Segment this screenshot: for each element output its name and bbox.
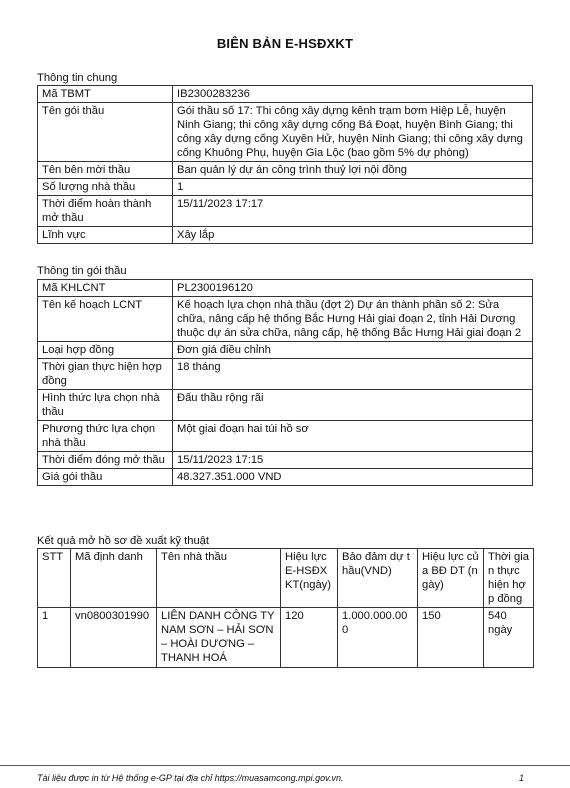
field-label: Giá gói thầu xyxy=(38,469,173,486)
field-value: Đấu thầu rộng rãi xyxy=(173,390,533,421)
header-bid-security: Bảo đảm dự thầu(VND) xyxy=(338,549,418,608)
table-row xyxy=(38,86,533,103)
table-row xyxy=(38,297,533,342)
field-value: 48.327.351.000 VND xyxy=(173,469,533,486)
table-row xyxy=(38,608,534,668)
cell-bidder-name: LIÊN DANH CÔNG TY NAM SƠN – HẢI SƠN – HOÀI DƯƠNG – THANH HOÁ xyxy=(157,608,281,668)
field-label: Số lượng nhà thầu xyxy=(38,179,173,196)
package-info-label: Thông tin gói thầu xyxy=(37,265,127,277)
field-label: Phương thức lựa chọn nhà thầu xyxy=(38,421,173,452)
cell-id: vn0800301990 xyxy=(71,608,157,668)
general-info-table xyxy=(37,85,533,244)
table-row xyxy=(38,179,533,196)
results-label: Kết quả mở hồ sơ đề xuất kỹ thuật xyxy=(37,535,210,547)
field-value: IB2300283236 xyxy=(173,86,533,103)
header-contract-duration: Thời gian thực hiện hợp đồng xyxy=(484,549,534,608)
field-label: Tên kế hoạch LCNT xyxy=(38,297,173,342)
field-label: Thời điểm hoàn thành mở thầu xyxy=(38,196,173,227)
field-value: 15/11/2023 17:17 xyxy=(173,196,533,227)
package-info-table xyxy=(37,279,533,486)
field-label: Lĩnh vực xyxy=(38,227,173,244)
table-row xyxy=(38,162,533,179)
field-label: Mã KHLCNT xyxy=(38,280,173,297)
field-value: 1 xyxy=(173,179,533,196)
field-value: Ban quản lý dự án công trình thuỷ lợi nội đồng xyxy=(173,162,533,179)
field-label: Thời gian thực hiện hợp đồng xyxy=(38,359,173,390)
table-row xyxy=(38,103,533,162)
field-value: Một giai đoạn hai túi hồ sơ xyxy=(173,421,533,452)
header-bidder-name: Tên nhà thầu xyxy=(157,549,281,608)
cell-contract-duration: 540 ngày xyxy=(484,608,534,668)
general-info-label: Thông tin chung xyxy=(37,72,118,84)
field-label: Hình thức lựa chọn nhà thầu xyxy=(38,390,173,421)
table-row xyxy=(38,469,533,486)
field-label: Mã TBMT xyxy=(38,86,173,103)
cell-stt: 1 xyxy=(38,608,71,668)
table-row xyxy=(38,359,533,390)
header-id: Mã định danh xyxy=(71,549,157,608)
field-label: Thời điểm đóng mở thầu xyxy=(38,452,173,469)
field-value: Đơn giá điều chỉnh xyxy=(173,342,533,359)
header-validity: Hiệu lực E-HSĐXKT(ngày) xyxy=(281,549,338,608)
table-row xyxy=(38,390,533,421)
header-security-validity: Hiệu lực của BĐ DT (ngày) xyxy=(418,549,484,608)
cell-bid-security: 1.000.000.000 xyxy=(338,608,418,668)
page-number: 1 xyxy=(519,773,525,783)
cell-validity: 120 xyxy=(281,608,338,668)
field-value: 18 tháng xyxy=(173,359,533,390)
field-value: Gói thầu số 17: Thi công xây dựng kênh trạm bơm Hiệp Lễ, huyện Ninh Giang; thi công xây dựng cống Bá Đoạt, huyện Bình Giang; thi công xây dựng cống Xuyên Hử, huyện Ninh Giang; thi công xây dựng cống Khuông Phụ, huyện Gia Lộc (bao gồm 5% dự phòng) xyxy=(173,103,533,162)
field-value: Kế hoạch lựa chọn nhà thầu (đợt 2) Dự án thành phần số 2: Sửa chữa, nâng cấp hệ thống Bắc Hưng Hải giai đoạn 2, tỉnh Hải Dương thuộc dự án sửa chữa, nâng cấp, hệ thống Bắc Hưng Hải giai đoạn 2 xyxy=(173,297,533,342)
table-row xyxy=(38,342,533,359)
table-row xyxy=(38,421,533,452)
footer-divider xyxy=(0,765,570,766)
footer-note: Tài liệu được in từ Hệ thống e-GP tại địa chỉ https://muasamcong.mpi.gov.vn. xyxy=(37,773,344,783)
field-value: 15/11/2023 17:15 xyxy=(173,452,533,469)
results-table xyxy=(37,548,534,668)
field-label: Tên bên mời thầu xyxy=(38,162,173,179)
field-value: Xây lắp xyxy=(173,227,533,244)
table-row xyxy=(38,227,533,244)
table-row xyxy=(38,280,533,297)
table-header-row xyxy=(38,549,534,608)
field-label: Loại hợp đồng xyxy=(38,342,173,359)
field-value: PL2300196120 xyxy=(173,280,533,297)
header-stt: STT xyxy=(38,549,71,608)
cell-security-validity: 150 xyxy=(418,608,484,668)
table-row xyxy=(38,452,533,469)
field-label: Tên gói thầu xyxy=(38,103,173,162)
table-row xyxy=(38,196,533,227)
page-title: BIÊN BẢN E-HSĐXKT xyxy=(216,36,354,51)
